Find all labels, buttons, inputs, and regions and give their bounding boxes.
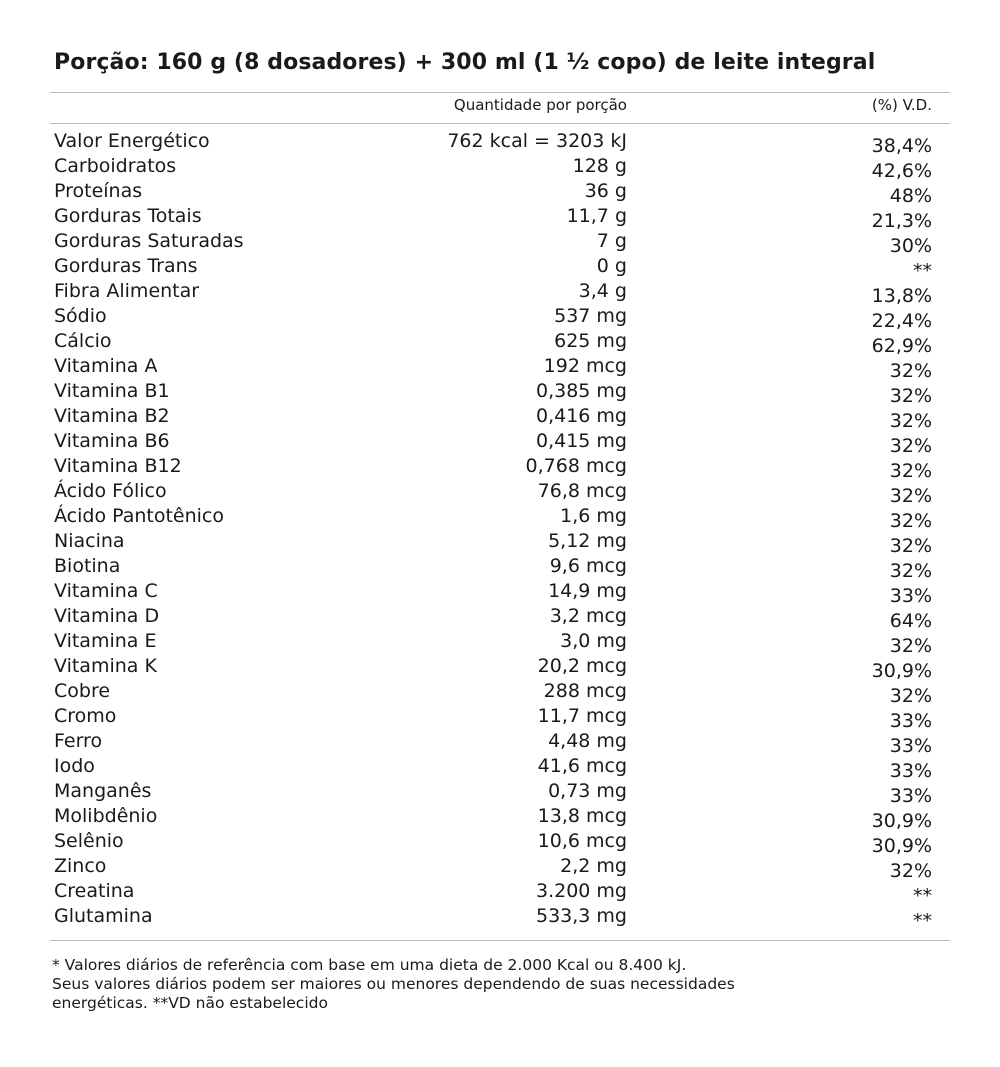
table-row [0,180,1000,205]
nutrient-amount: 36 g [584,180,627,202]
quantity-column-header: Quantidade por porção [453,96,627,114]
nutrient-amount: 3,4 g [578,280,627,302]
footnote-line-3: energéticas. **VD não estabelecido [52,994,328,1012]
nutrient-daily-value: 32% [889,860,932,882]
nutrient-name: Vitamina K [54,655,157,677]
nutrient-name: Gorduras Totais [54,205,202,227]
nutrient-amount: 537 mg [554,305,627,327]
nutrient-name: Vitamina B6 [54,430,170,452]
nutrient-amount: 128 g [572,155,627,177]
table-row [0,605,1000,630]
nutrient-amount: 3.200 mg [535,880,627,902]
nutrient-amount: 11,7 mcg [537,705,627,727]
table-row [0,880,1000,905]
nutrient-name: Manganês [54,780,152,802]
nutrient-daily-value: 64% [889,610,932,632]
nutrient-amount: 762 kcal = 3203 kJ [447,130,627,152]
nutrient-amount: 4,48 mg [548,730,627,752]
nutrient-name: Vitamina E [54,630,157,652]
table-row [0,730,1000,755]
nutrient-daily-value: 32% [889,410,932,432]
nutrient-daily-value: 32% [889,435,932,457]
table-row [0,330,1000,355]
nutrient-daily-value: 30,9% [871,660,932,682]
table-row [0,630,1000,655]
nutrient-daily-value: 32% [889,385,932,407]
table-row [0,430,1000,455]
nutrient-daily-value: 48% [889,185,932,207]
nutrient-amount: 0,385 mg [535,380,627,402]
nutrient-name: Cálcio [54,330,112,352]
bottom-divider [50,940,950,941]
table-row [0,755,1000,780]
nutrient-amount: 288 mcg [543,680,627,702]
nutrient-name: Vitamina C [54,580,158,602]
table-row [0,555,1000,580]
footnote [52,956,952,1013]
nutrient-daily-value: 33% [889,785,932,807]
nutrient-daily-value: 32% [889,685,932,707]
table-row [0,655,1000,680]
dv-column-header: (%) V.D. [871,96,932,114]
nutrient-daily-value: 30% [889,235,932,257]
nutrient-name: Gorduras Trans [54,255,198,277]
table-row [0,230,1000,255]
nutrient-name: Fibra Alimentar [54,280,200,302]
nutrient-name: Biotina [54,555,121,577]
nutrient-name: Vitamina B2 [54,405,170,427]
serving-title: Porção: 160 g (8 dosadores) + 300 ml (1 ½ copo) de leite integral [54,50,876,75]
nutrient-name: Gorduras Saturadas [54,230,244,252]
table-row [0,705,1000,730]
nutrient-daily-value: 32% [889,635,932,657]
table-row [0,405,1000,430]
nutrient-daily-value: ** [913,885,932,907]
nutrient-amount: 7 g [596,230,627,252]
nutrient-daily-value: 32% [889,460,932,482]
nutrient-daily-value: 33% [889,585,932,607]
nutrient-name: Carboidratos [54,155,177,177]
table-row [0,680,1000,705]
table-row [0,455,1000,480]
nutrient-name: Vitamina B1 [54,380,170,402]
nutrient-name: Selênio [54,830,124,852]
nutrient-amount: 9,6 mcg [549,555,627,577]
nutrient-name: Iodo [54,755,95,777]
nutrient-daily-value: 32% [889,510,932,532]
nutrient-daily-value: 62,9% [871,335,932,357]
table-row [0,855,1000,880]
table-row [0,205,1000,230]
table-row [0,580,1000,605]
nutrient-amount: 41,6 mcg [537,755,627,777]
table-row [0,255,1000,280]
nutrient-daily-value: ** [913,910,932,932]
nutrient-amount: 76,8 mcg [537,480,627,502]
footnote-line-2: Seus valores diários podem ser maiores ou menores dependendo de suas necessidades [52,975,735,993]
nutrient-daily-value: 32% [889,535,932,557]
nutrient-amount: 192 mcg [543,355,627,377]
nutrient-name: Ferro [54,730,103,752]
nutrient-daily-value: ** [913,260,932,282]
nutrient-amount: 0,768 mcg [525,455,627,477]
table-row [0,280,1000,305]
table-row [0,905,1000,930]
top-divider [50,92,950,93]
nutrient-daily-value: 38,4% [871,135,932,157]
table-row [0,305,1000,330]
nutrient-amount: 3,2 mcg [549,605,627,627]
table-row [0,830,1000,855]
table-row [0,380,1000,405]
nutrient-amount: 0 g [596,255,627,277]
nutrient-amount: 2,2 mg [560,855,627,877]
nutrient-amount: 533,3 mg [535,905,627,927]
nutrient-amount: 0,415 mg [535,430,627,452]
nutrient-name: Ácido Fólico [54,480,167,502]
table-row [0,355,1000,380]
nutrient-amount: 13,8 mcg [537,805,627,827]
nutrient-amount: 1,6 mg [560,505,627,527]
table-row [0,530,1000,555]
nutrient-daily-value: 30,9% [871,835,932,857]
nutrient-amount: 14,9 mg [548,580,627,602]
nutrient-amount: 5,12 mg [548,530,627,552]
nutrient-name: Valor Energético [54,130,210,152]
nutrient-name: Niacina [54,530,125,552]
nutrient-name: Zinco [54,855,107,877]
nutrient-name: Sódio [54,305,107,327]
table-row [0,805,1000,830]
nutrition-table [0,130,1000,930]
nutrient-daily-value: 42,6% [871,160,932,182]
nutrient-name: Creatina [54,880,135,902]
nutrient-name: Proteínas [54,180,143,202]
nutrient-daily-value: 33% [889,760,932,782]
nutrient-amount: 3,0 mg [560,630,627,652]
nutrient-daily-value: 32% [889,560,932,582]
nutrient-name: Molibdênio [54,805,158,827]
nutrient-daily-value: 30,9% [871,810,932,832]
nutrient-name: Glutamina [54,905,153,927]
nutrient-daily-value: 13,8% [871,285,932,307]
table-row [0,480,1000,505]
nutrient-name: Vitamina A [54,355,158,377]
table-row [0,155,1000,180]
table-row [0,780,1000,805]
nutrient-daily-value: 32% [889,485,932,507]
nutrient-name: Vitamina B12 [54,455,182,477]
nutrient-amount: 11,7 g [566,205,627,227]
nutrient-name: Cromo [54,705,117,727]
nutrient-amount: 625 mg [554,330,627,352]
nutrient-daily-value: 21,3% [871,210,932,232]
nutrient-amount: 20,2 mcg [537,655,627,677]
nutrient-daily-value: 33% [889,710,932,732]
header-divider [50,123,950,124]
table-row [0,505,1000,530]
nutrient-amount: 0,73 mg [548,780,627,802]
nutrient-amount: 0,416 mg [535,405,627,427]
nutrient-daily-value: 22,4% [871,310,932,332]
nutrient-name: Vitamina D [54,605,160,627]
footnote-line-1: * Valores diários de referência com base em uma dieta de 2.000 Kcal ou 8.400 kJ. [52,956,687,974]
nutrient-daily-value: 32% [889,360,932,382]
nutrient-amount: 10,6 mcg [537,830,627,852]
nutrient-name: Ácido Pantotênico [54,505,225,527]
nutrient-name: Cobre [54,680,111,702]
table-row [0,130,1000,155]
nutrient-daily-value: 33% [889,735,932,757]
